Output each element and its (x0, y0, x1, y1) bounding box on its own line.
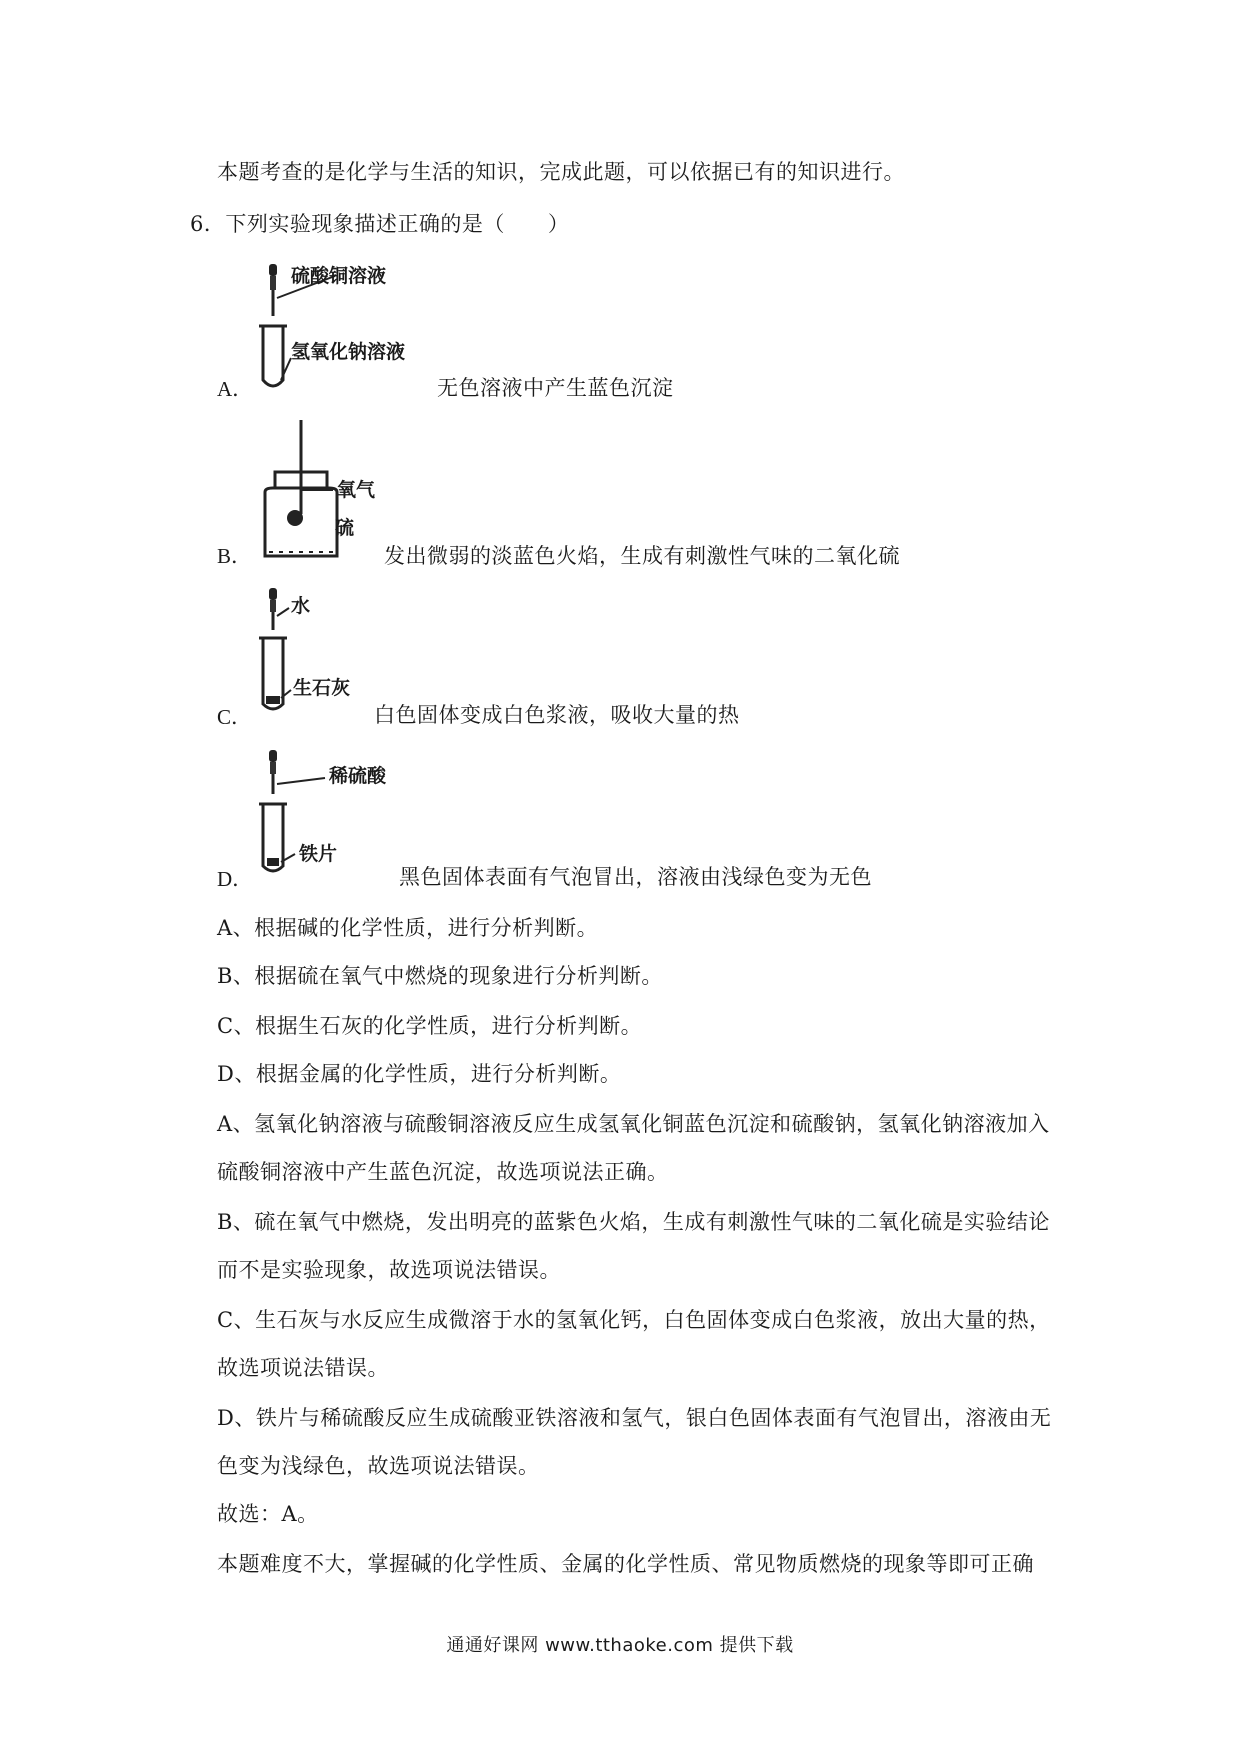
solution-line: A、氢氧化钠溶液与硫酸铜溶液反应生成氢氧化铜蓝色沉淀和硫酸钠，氢氧化钠溶液加入 (217, 1112, 1050, 1136)
intro-comment: 本题考查的是化学与生活的知识，完成此题，可以依据已有的知识进行。 (217, 160, 905, 184)
iron-sheet-label: 铁片 (299, 843, 338, 865)
analysis-line: B、根据硫在氧气中燃烧的现象进行分析判断。 (217, 964, 663, 988)
dilute-sulfuric-acid-label: 稀硫酸 (329, 765, 387, 787)
solution-line: D、铁片与稀硫酸反应生成硫酸亚铁溶液和氢气，银白色固体表面有气泡冒出，溶液由无 (217, 1406, 1052, 1430)
option-d-text: 黑色固体表面有气泡冒出，溶液由浅绿色变为无色 (399, 865, 872, 889)
option-a-letter[interactable]: A． (217, 377, 254, 401)
solution-line: B、硫在氧气中燃烧，发出明亮的蓝紫色火焰，生成有刺激性气味的二氧化硫是实验结论 (217, 1210, 1050, 1234)
copper-sulfate-label: 硫酸铜溶液 (291, 265, 387, 287)
option-a-text: 无色溶液中产生蓝色沉淀 (437, 376, 674, 400)
oxygen-label: 氧气 (337, 479, 376, 501)
sulfur-label: 硫 (335, 517, 355, 539)
option-a-diagram (255, 262, 435, 392)
option-b-text: 发出微弱的淡蓝色火焰，生成有刺激性气味的二氧化硫 (384, 544, 900, 568)
solution-line: C、生石灰与水反应生成微溶于水的氢氧化钙，白色固体变成白色浆液，放出大量的热， (217, 1308, 1051, 1332)
sodium-hydroxide-label: 氢氧化钠溶液 (291, 341, 406, 363)
solution-line: 色变为浅绿色，故选项说法错误。 (217, 1454, 540, 1478)
page-footer: 通通好课网 www.tthaoke.com 提供下载 (446, 1635, 794, 1656)
option-d-diagram (255, 748, 415, 878)
option-c-letter[interactable]: C． (217, 705, 253, 729)
option-b-diagram (255, 418, 385, 563)
analysis-line: C、根据生石灰的化学性质，进行分析判断。 (217, 1014, 643, 1038)
analysis-line: A、根据碱的化学性质，进行分析判断。 (217, 916, 599, 940)
solution-line: 而不是实验现象，故选项说法错误。 (217, 1258, 561, 1282)
option-d-letter[interactable]: D． (217, 867, 254, 891)
analysis-line: D、根据金属的化学性质，进行分析判断。 (217, 1062, 622, 1086)
option-b-letter[interactable]: B． (217, 544, 253, 568)
solution-line: 硫酸铜溶液中产生蓝色沉淀，故选项说法正确。 (217, 1160, 669, 1184)
water-label: 水 (291, 595, 311, 617)
quicklime-label: 生石灰 (293, 677, 351, 699)
answer-line: 故选：A。 (217, 1502, 319, 1526)
option-c-diagram (255, 586, 385, 716)
solution-line: 故选项说法错误。 (217, 1356, 389, 1380)
question-stem: 6．下列实验现象描述正确的是（ ） (190, 212, 570, 236)
comment-line: 本题难度不大，掌握碱的化学性质、金属的化学性质、常见物质燃烧的现象等即可正确 (217, 1552, 1034, 1576)
option-c-text: 白色固体变成白色浆液，吸收大量的热 (374, 703, 740, 727)
